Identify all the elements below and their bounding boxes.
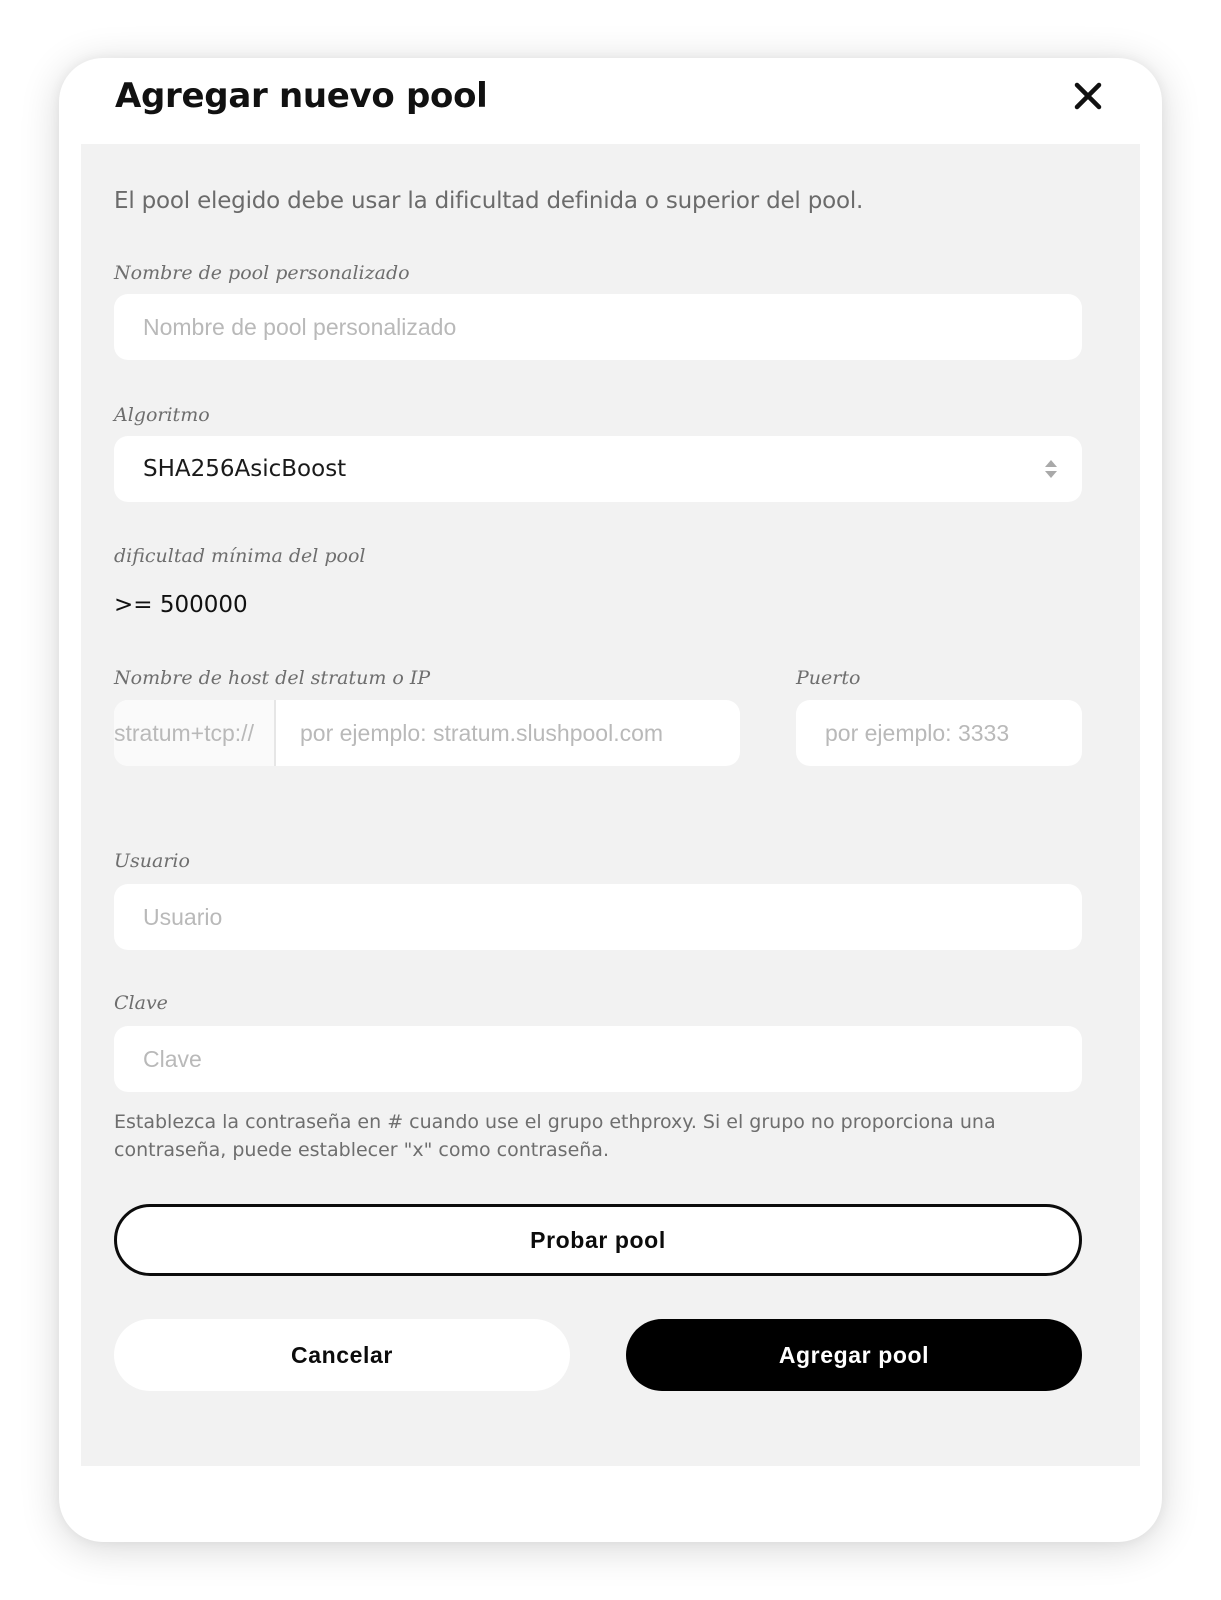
password-input[interactable]	[114, 1026, 1082, 1092]
user-label: Usuario	[114, 850, 190, 872]
user-placeholder: Usuario	[143, 903, 223, 930]
min-difficulty-label: dificultad mínima del pool	[114, 545, 366, 567]
password-placeholder: Clave	[143, 1045, 202, 1072]
pool-name-placeholder: Nombre de pool personalizado	[143, 313, 457, 340]
password-label: Clave	[114, 992, 168, 1014]
add-pool-dialog	[59, 58, 1162, 1542]
test-pool-button[interactable]: Probar pool	[114, 1204, 1082, 1276]
port-placeholder: por ejemplo: 3333	[825, 719, 1010, 746]
dialog-title: Agregar nuevo pool	[115, 76, 488, 116]
pool-name-label: Nombre de pool personalizado	[114, 262, 410, 284]
dialog-body	[81, 144, 1140, 1466]
select-arrows-icon	[1044, 457, 1058, 481]
port-label: Puerto	[796, 667, 861, 689]
add-pool-button[interactable]: Agregar pool	[626, 1319, 1082, 1391]
cancel-button[interactable]: Cancelar	[114, 1319, 570, 1391]
close-button[interactable]	[1072, 80, 1104, 112]
min-difficulty-value: >= 500000	[114, 592, 248, 618]
close-icon	[1072, 80, 1104, 112]
password-hint: Establezca la contraseña en # cuando use el grupo ethproxy. Si el grupo no proporciona una contraseña, puede establecer "x" como contraseña.	[114, 1111, 996, 1161]
port-input[interactable]	[796, 700, 1082, 766]
host-placeholder: por ejemplo: stratum.slushpool.com	[300, 719, 664, 746]
pool-name-input[interactable]	[114, 294, 1082, 360]
user-input[interactable]	[114, 884, 1082, 950]
intro-text: El pool elegido debe usar la dificultad definida o superior del pool.	[114, 188, 864, 214]
algorithm-value: SHA256AsicBoost	[143, 456, 347, 482]
host-input-group	[114, 700, 740, 766]
algorithm-select[interactable]	[114, 436, 1082, 502]
host-prefix: stratum+tcp://	[114, 700, 276, 766]
host-label: Nombre de host del stratum o IP	[114, 667, 431, 689]
host-input[interactable]	[276, 700, 740, 766]
algorithm-label: Algoritmo	[114, 404, 210, 426]
